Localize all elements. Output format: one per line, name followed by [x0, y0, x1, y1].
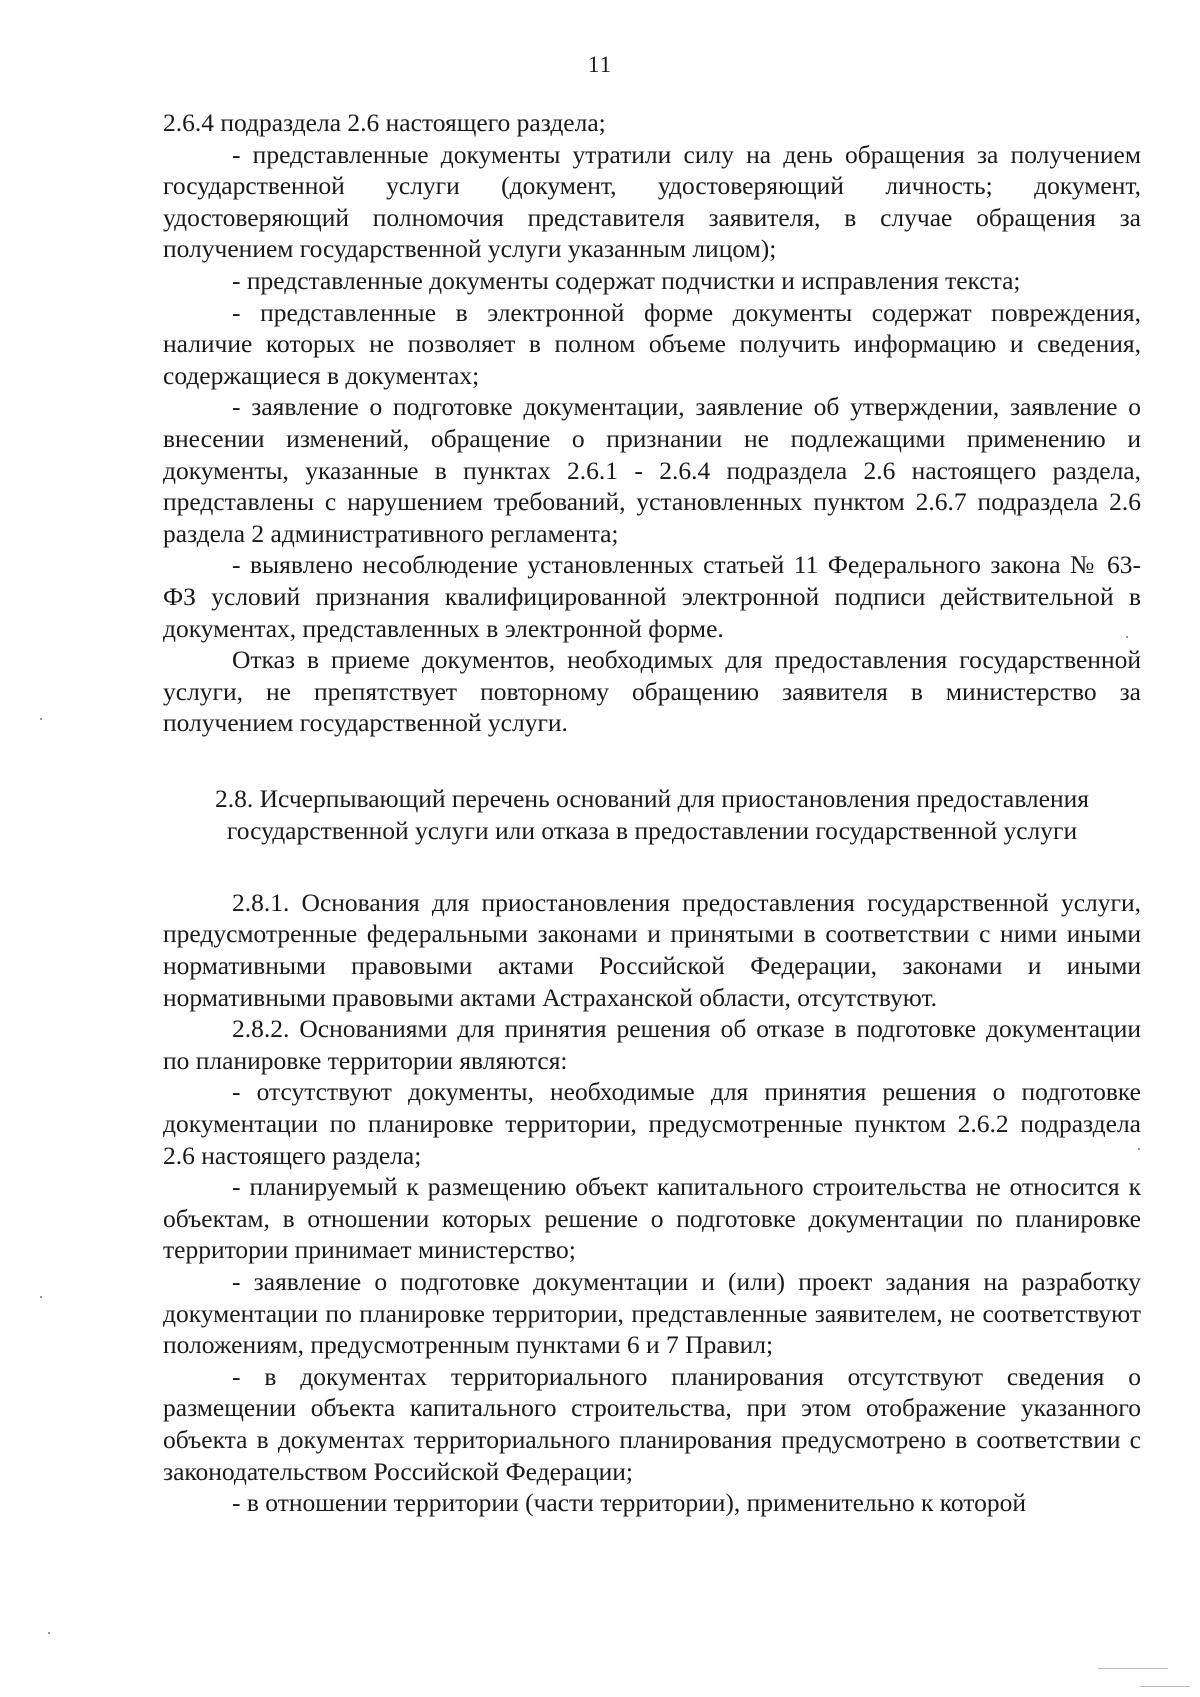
section-heading-line-2: государственной услуги или отказа в предоставлении государственной услуги: [226, 815, 1078, 845]
list-item-erasures: - представленные документы содержат подчистки и исправления текста;: [232, 265, 1021, 295]
paragraph-refusal-note: Отказ в приеме документов, необходимых для предоставления государственной услуги, не препятствует повторному обращению заявителя в министерство за получением государственной услуги.: [163, 645, 1141, 738]
scan-speck: [40, 1296, 42, 1298]
list-item-territory: - в отношении территории (части территории), применительно к которой: [232, 1488, 1027, 1518]
list-item-expired-documents: - представленные документы утратили силу на день обращения за получением государственной услуги (документ, удостоверяющий личность; документ, удостоверяющий полномочия представителя заявителя, в случае обращения за получением государственной услуги указанным лицом);: [163, 139, 1141, 264]
scan-speck: [1138, 1148, 1140, 1150]
list-item-damaged-electronic-documents: - представленные в электронной форме документы содержат повреждения, наличие которых не позволяет в полном объеме получить информацию и сведения, содержащиеся в документах;: [163, 297, 1141, 390]
scan-speck: [1126, 636, 1128, 638]
scan-line: [1098, 1668, 1168, 1669]
list-item-requirements-violation: - заявление о подготовке документации, заявление об утверждении, заявление о внесении изменений, обращение о признании не подлежащими применению и документы, указанные в пунктах 2.6.1 - 2.6.4 подраздела 2.6 настоящего раздела, представлены с нарушением требований, установленных пунктом 2.6.7 подраздела 2.6 раздела 2 административного регламента;: [163, 392, 1141, 548]
scan-line: [1140, 1686, 1190, 1687]
list-item-signature-noncompliance: - выявлено несоблюдение установленных статьей 11 Федерального закона № 63-ФЗ условий признания квалифицированной электронной подписи действительной в документах, представленных в электронной форме.: [163, 550, 1141, 643]
paragraph-continuation: 2.6.4 подраздела 2.6 настоящего раздела;: [163, 108, 606, 137]
section-heading-2-8: [163, 783, 1141, 847]
paragraph-2-8-2: 2.8.2. Основаниями для принятия решения об отказе в подготовке документации по планировке территории являются:: [163, 1014, 1141, 1075]
document-body: [163, 107, 1141, 1519]
list-item-missing-documents: - отсутствуют документы, необходимые для принятия решения о подготовке документации по планировке территории, предусмотренные пунктом 2.6.2 подраздела 2.6 настоящего раздела;: [163, 1077, 1141, 1170]
page-number: 11: [587, 52, 613, 77]
paragraph-2-8-1: 2.8.1. Основания для приостановления предоставления государственной услуги, предусмотренные федеральными законами и принятыми в соответствии с ними иными нормативными правовыми актами Российской Федерации, законами и иными нормативными правовыми актами Астраханской области, отсутствуют.: [163, 887, 1141, 1012]
section-heading-line-1: 2.8. Исчерпывающий перечень оснований для приостановления предоставления: [215, 783, 1089, 813]
list-item-object-not-applicable: - планируемый к размещению объект капитального строительства не относится к объектам, в отношении которых решение о подготовке документации по планировке территории принимает министерство;: [163, 1172, 1141, 1265]
scan-speck: [40, 718, 42, 720]
list-item-planning-documents-missing: - в документах территориального планирования отсутствуют сведения о размещении объекта капитального строительства, при этом отображение указанного объекта в документах территориального планирования предусмотрено в соответствии с законодательством Российской Федерации;: [163, 1361, 1141, 1486]
list-item-application-noncompliance: - заявление о подготовке документации и (или) проект задания на разработку документации по планировке территории, представленные заявителем, не соответствуют положениям, предусмотренным пунктами 6 и 7 Правил;: [163, 1267, 1141, 1360]
scan-speck: [48, 1632, 50, 1634]
